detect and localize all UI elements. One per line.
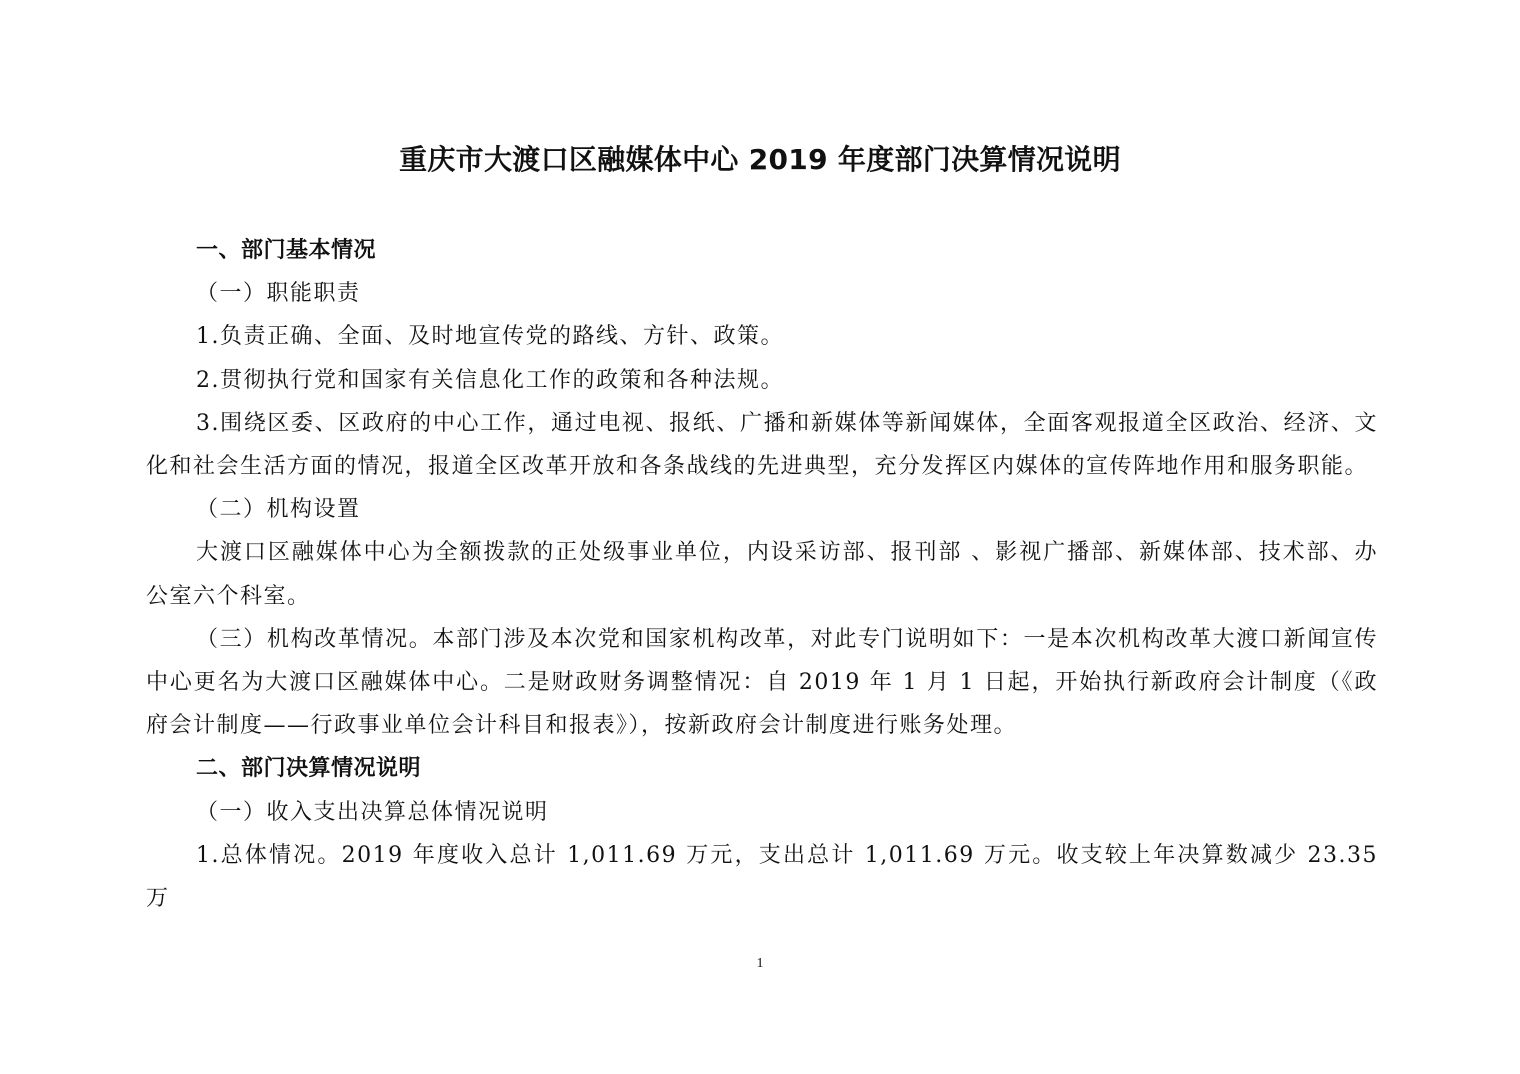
overall-situation-text: 1.总体情况。2019 年度收入总计 1,011.69 万元，支出总计 1,011.69 万元。收支较上年决算数减少 23.35 万 [146, 842, 1378, 912]
duty-item-3: 3.围绕区委、区政府的中心工作，通过电视、报纸、广播和新媒体等新闻媒体，全面客观报道全区政治、经济、文化和社会生活方面的情况，报道全区改革开放和各条战线的先进典型，充分发挥区内媒体的宣传阵地作用和服务职能。 [146, 410, 1378, 480]
section-1-sub-1-heading: （一）职能职责 [196, 281, 361, 307]
page-number: 1 [756, 956, 764, 971]
organization-setup-text: 大渡口区融媒体中心为全额拨款的正处级事业单位，内设采访部、报刊部 、影视广播部、新媒体部、技术部、办公室六个科室。 [146, 540, 1378, 609]
duty-item-2: 2.贯彻执行党和国家有关信息化工作的政策和各种法规。 [196, 367, 784, 393]
document-title: 重庆市大渡口区融媒体中心 2019 年度部门决算情况说明 [399, 143, 1121, 176]
section-2-sub-1-heading: （一）收入支出决算总体情况说明 [196, 799, 549, 825]
section-1-sub-2-heading: （二）机构设置 [196, 497, 361, 523]
section-1-heading: 一、部门基本情况 [196, 238, 377, 263]
duty-item-1: 1.负责正确、全面、及时地宣传党的路线、方针、政策。 [196, 324, 784, 350]
document-body [146, 229, 1378, 920]
section-2-heading: 二、部门决算情况说明 [196, 756, 422, 782]
reform-situation-text: （三）机构改革情况。本部门涉及本次党和国家机构改革，对此专门说明如下：一是本次机构改革大渡口新闻宣传中心更名为大渡口区融媒体中心。二是财政财务调整情况：自 2019 年 1 月 1 日起，开始执行新政府会计制度（《政府会计制度——行政事业单位会计科目和报表》），按新政府会计制度进行账务处理。 [146, 626, 1378, 739]
